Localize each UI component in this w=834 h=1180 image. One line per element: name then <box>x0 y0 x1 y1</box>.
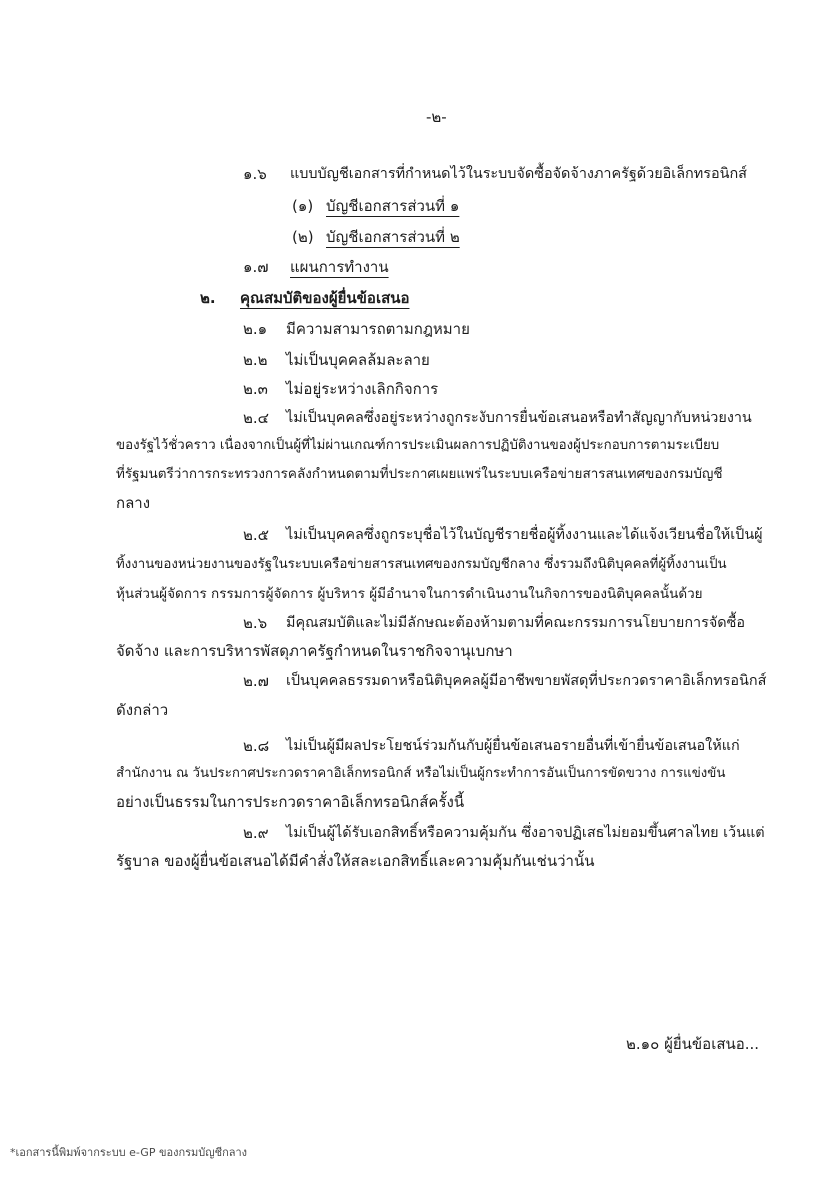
section-number: ๑.๖ <box>243 165 267 183</box>
item-number: ๒.๓ <box>243 380 268 398</box>
item-number: ๒.๑ <box>243 320 268 338</box>
sub-item-text: บัญชีเอกสารส่วนที่ ๒ <box>326 228 460 246</box>
section-text: แผนการทำงาน <box>290 258 389 276</box>
item-text: ไม่เป็นบุคคลล้มละลาย <box>286 351 430 369</box>
section-heading-number: ๒. <box>200 289 216 307</box>
item-text: ทิ้งงานของหน่วยงานของรัฐในระบบเครือข่ายสารสนเทศของกรมบัญชีกลาง ซึ่งรวมถึงนิติบุคคลที่ผู้ทิ้งงานเป็น <box>116 557 727 572</box>
item-text: เป็นบุคคลธรรมดาหรือนิติบุคคลผู้มีอาชีพขายพัสดุที่ประกวดราคาอิเล็กทรอนิกส์ <box>286 673 767 689</box>
item-text: ของรัฐไว้ชั่วคราว เนื่องจากเป็นผู้ที่ไม่ผ่านเกณฑ์การประเมินผลการปฏิบัติงานของผู้ประกอบการตามระเบียบ <box>116 438 720 453</box>
item-text: มีความสามารถตามกฎหมาย <box>286 320 470 338</box>
item-text: ไม่เป็นผู้มีผลประโยชน์ร่วมกันกับผู้ยื่นข้อเสนอรายอื่นที่เข้ายื่นข้อเสนอให้แก่ <box>286 738 740 754</box>
continuation-text: ๒.๑๐ ผู้ยื่นข้อเสนอ... <box>626 1035 760 1053</box>
section-number: ๑.๗ <box>243 258 269 276</box>
item-text: รัฐบาล ของผู้ยื่นข้อเสนอได้มีคำสั่งให้สละเอกสิทธิ์และความคุ้มกันเช่นว่านั้น <box>116 852 595 870</box>
sub-item-number: (๑) <box>292 197 314 215</box>
item-number: ๒.๔ <box>243 409 270 427</box>
item-text: ไม่เป็นบุคคลซึ่งอยู่ระหว่างถูกระงับการยื่นข้อเสนอหรือทำสัญญากับหน่วยงาน <box>286 410 752 426</box>
sub-item-number: (๒) <box>292 228 314 246</box>
item-number: ๒.๗ <box>243 672 269 690</box>
item-text: กลาง <box>116 494 151 512</box>
sub-item-text: บัญชีเอกสารส่วนที่ ๑ <box>326 197 460 215</box>
item-number: ๒.๒ <box>243 351 268 369</box>
item-text: ไม่เป็นผู้ได้รับเอกสิทธิ์หรือความคุ้มกัน ซึ่งอาจปฏิเสธไม่ยอมขึ้นศาลไทย เว้นแต่ <box>286 825 765 841</box>
item-text: หุ้นส่วนผู้จัดการ กรรมการผู้จัดการ ผู้บริหาร ผู้มีอำนาจในการดำเนินงานในกิจการของนิติบุคคลนั้นด้วย <box>116 586 703 602</box>
footer-note: *เอกสารนี้พิมพ์จากระบบ e-GP ของกรมบัญชีกลาง <box>10 1146 248 1159</box>
page-number: -๒- <box>426 108 447 126</box>
item-number: ๒.๙ <box>243 824 269 842</box>
item-text: ไม่เป็นบุคคลซึ่งถูกระบุชื่อไว้ในบัญชีรายชื่อผู้ทิ้งงานและได้แจ้งเวียนชื่อให้เป็นผู้ <box>286 527 763 543</box>
item-text: มีคุณสมบัติและไม่มีลักษณะต้องห้ามตามที่คณะกรรมการนโยบายการจัดซื้อ <box>286 615 746 631</box>
item-number: ๒.๕ <box>243 526 270 544</box>
section-heading: คุณสมบัติของผู้ยื่นข้อเสนอ <box>240 289 410 307</box>
section-text: แบบบัญชีเอกสารที่กำหนดไว้ในระบบจัดซื้อจัดจ้างภาครัฐด้วยอิเล็กทรอนิกส์ <box>290 166 747 182</box>
item-text: จัดจ้าง และการบริหารพัสดุภาครัฐกำหนดในราชกิจจานุเบกษา <box>116 642 513 660</box>
item-text: สำนักงาน ณ วันประกาศประกวดราคาอิเล็กทรอนิกส์ หรือไม่เป็นผู้กระทำการอันเป็นการขัดขวาง การแข่งขัน <box>116 766 726 781</box>
item-number: ๒.๘ <box>243 737 270 755</box>
item-text: ดังกล่าว <box>116 701 169 719</box>
item-text: ที่รัฐมนตรีว่าการกระทรวงการคลังกำหนดตามที่ประกาศเผยแพร่ในระบบเครือข่ายสารสนเทศของกรมบัญชี <box>116 466 723 482</box>
item-text: อย่างเป็นธรรมในการประกวดราคาอิเล็กทรอนิกส์ครั้งนี้ <box>116 793 465 811</box>
item-text: ไม่อยู่ระหว่างเลิกกิจการ <box>286 380 439 398</box>
item-number: ๒.๖ <box>243 614 268 632</box>
